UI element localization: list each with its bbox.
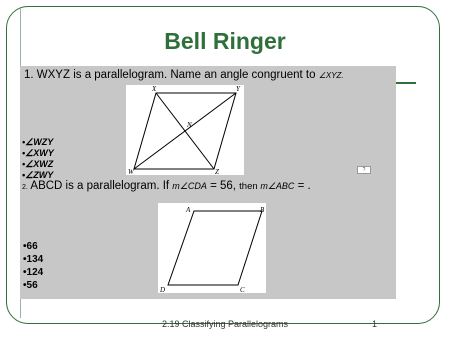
label-a: A	[186, 206, 191, 214]
question-1	[24, 69, 344, 81]
page-number: 1	[372, 319, 378, 329]
accent-line	[394, 82, 416, 84]
parallelogram-wxyz-figure	[126, 85, 244, 175]
question-2-text-a: ABCD is a parallelogram. If	[27, 180, 173, 192]
label-x: X	[152, 85, 157, 93]
option-56[interactable]: •56	[23, 280, 38, 291]
slide-title: Bell Ringer	[164, 28, 286, 54]
angle-abc: m∠ABC	[260, 181, 295, 191]
slide-footer: 2.19 Classifying Parallelograms	[161, 319, 289, 329]
label-y: Y	[236, 85, 240, 93]
label-b: B	[260, 206, 265, 214]
question-panel	[20, 66, 396, 299]
question-2-number: 2.	[22, 184, 28, 191]
option-xwy[interactable]: •∠XWY	[22, 148, 54, 158]
angle-cda: m∠CDA	[172, 181, 207, 191]
option-66[interactable]: •66	[23, 241, 38, 252]
help-sticker[interactable]: ?	[357, 166, 371, 174]
question-1-options	[22, 137, 54, 181]
option-124[interactable]: •124	[23, 267, 44, 278]
question-2-text-b: = 56,	[206, 180, 240, 192]
label-d: D	[160, 286, 166, 293]
question-2-then: then	[239, 181, 261, 192]
option-134[interactable]: •134	[23, 254, 44, 265]
question-1-target-angle: ∠XYZ.	[318, 71, 344, 80]
question-2	[22, 180, 311, 192]
question-2-text-c: = .	[294, 180, 311, 192]
label-w: W	[128, 168, 134, 175]
option-zwy[interactable]: •∠ZWY	[22, 170, 54, 180]
label-n: N	[187, 121, 192, 129]
label-z: Z	[215, 168, 219, 175]
option-xwz[interactable]: •∠XWZ	[22, 159, 54, 169]
parallelogram-abcd-figure	[158, 203, 266, 293]
label-c: C	[240, 286, 245, 293]
question-1-text: 1. WXYZ is a parallelogram. Name an angle congruent to	[24, 69, 319, 81]
question-2-options	[23, 240, 43, 292]
option-wzy[interactable]: •∠WZY	[22, 137, 54, 147]
